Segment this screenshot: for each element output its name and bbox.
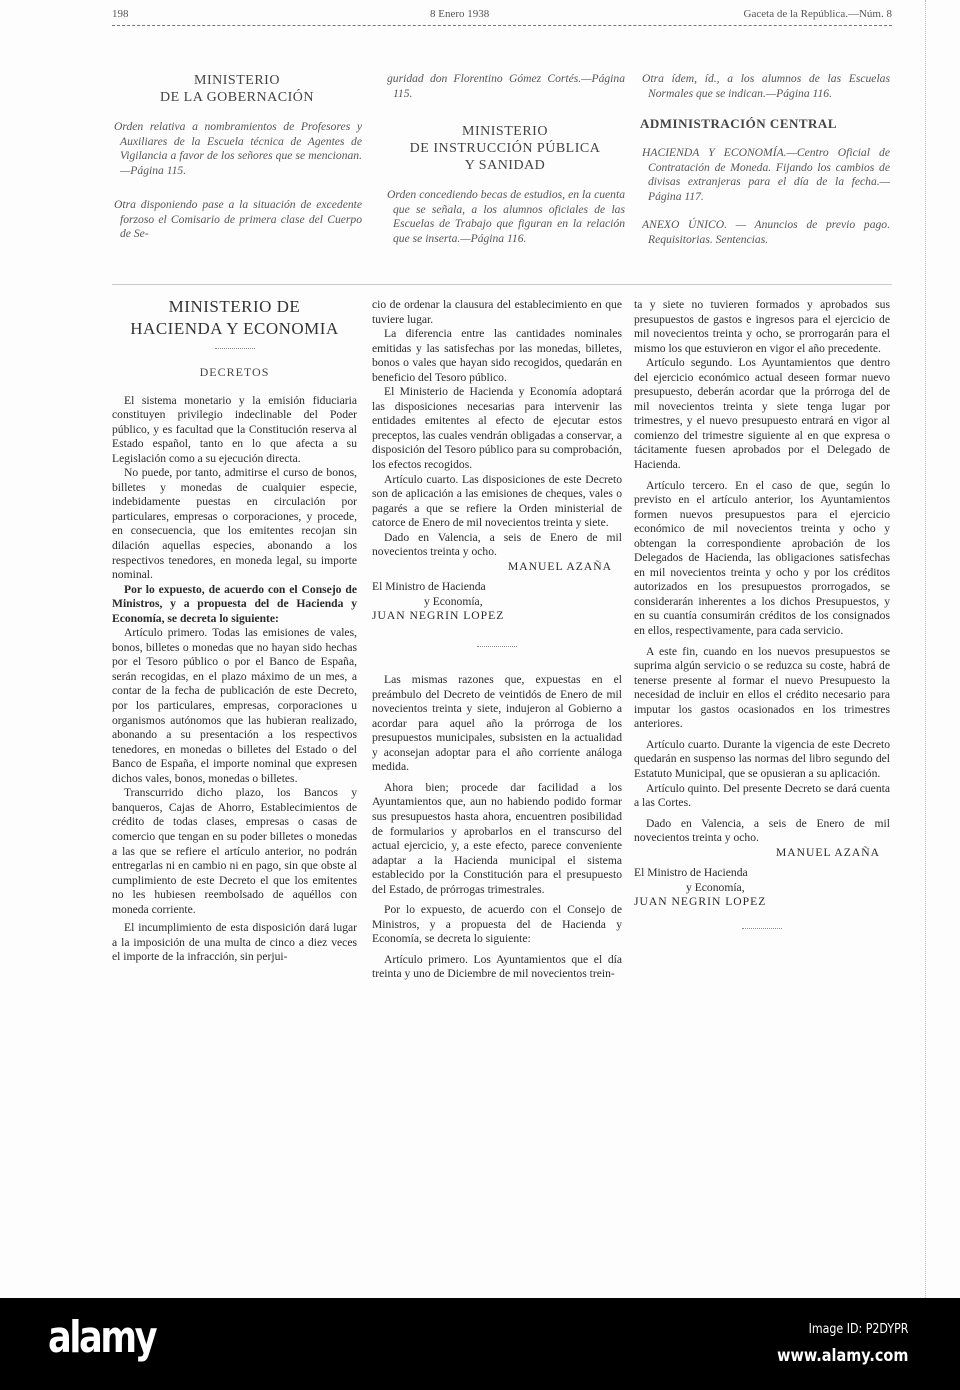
watermark-url: www.alamy.com	[776, 1346, 908, 1366]
heading-line: Y SANIDAD	[464, 158, 546, 174]
paragraph: cio de ordenar la clausura del establecimiento en que tuviere lugar.	[372, 298, 622, 326]
signature-title: El Ministro de Hacienda	[634, 866, 748, 880]
publication-name: Gaceta de la República.—Núm. 8	[743, 8, 892, 20]
paragraph: Artículo segundo. Los Ayuntamientos que dentro del ejercicio económico actual deseen formar nuevo presupuesto, deberán acordar que la prórroga del de mil novecientos treinta y siete tenga lugar por trimestres, y el nuevo presupuesto entrará en vigor al comienzo del trimestre siguiente al en que expresa o tácitamente fuesen aprobados por el Delegado de Hacienda.	[634, 356, 890, 472]
watermark-band	[0, 1298, 960, 1390]
summary-item: Orden concediendo becas de estudios, en la cuenta que se señala, a los alumnos oficiales de las Escuelas de Trabajo que figuran en la relación que se inserta.—Página 116.	[387, 188, 625, 245]
paragraph: Artículo primero. Los Ayuntamientos que el día treinta y uno de Diciembre de mil novecientos trein-	[372, 952, 622, 981]
summary-item: HACIENDA Y ECONOMÍA.—Centro Oficial de Contratación de Moneda. Fijando los cambios de divisas extranjeras para el día de la fecha.—Página 117.	[642, 146, 890, 203]
summary-column-1	[112, 72, 362, 252]
paragraph: Dado en Valencia, a seis de Enero de mil novecientos treinta y ocho.	[634, 816, 890, 845]
paragraph: Artículo quinto. Del presente Decreto se dará cuenta a las Cortes.	[634, 781, 890, 810]
paragraph: Dado en Valencia, a seis de Enero de mil novecientos treinta y ocho.	[372, 530, 622, 559]
signature-title: y Economía,	[686, 880, 745, 894]
heading-line: HACIENDA Y ECONOMIA	[130, 319, 339, 338]
heading-line: MINISTERIO	[194, 73, 280, 88]
signature-title: y Economía,	[424, 594, 483, 608]
paragraph: El Ministerio de Hacienda y Economía adoptará las disposiciones necesarias para intervenir las entidades emitentes al efecto de ejecutar estos preceptos, las cuales vendrán obligadas a conservar, a disposición del Tesoro público para su comprobación, los efectos recogidos.	[372, 385, 622, 472]
paragraph: El incumplimiento de esta disposición dará lugar a la imposición de una multa de cinco a diez veces el importe de la infracción, sin perjui-	[112, 921, 357, 964]
summary-heading-instruccion	[385, 123, 625, 174]
paragraph: La diferencia entre las cantidades nominales emitidas y las satisfechas por las monedas, billetes, bonos o vales que hayan sido recogidos, quedarán en beneficio del Tesoro público.	[372, 327, 622, 384]
heading-line: DE INSTRUCCIÓN PÚBLICA	[409, 141, 601, 157]
summary-continuation: guridad don Florentino Gómez Cortés.—Página 115.	[387, 72, 625, 100]
signature-president: MANUEL AZAÑA	[508, 559, 612, 573]
ministry-heading	[112, 296, 357, 340]
paragraph: Artículo cuarto. Las disposiciones de este Decreto son de aplicación a las emisiones de cheques, vales o pagarés a que se refiere la Orden ministerial de catorce de Enero de mil novecientos treinta y siete.	[372, 472, 622, 530]
ornament-rule	[742, 928, 782, 929]
paragraph: El sistema monetario y la emisión fiduciaria constituyen privilegio indeclinable del Poder público, y es facultad que la Constitución reserva al Estado español, tanto en lo que afecta a su Legislación como a su ejecución directa.	[112, 393, 357, 465]
summary-column-2	[385, 72, 625, 256]
image-id: Image ID: P2DYPR	[808, 1322, 908, 1337]
alamy-logo: alamy	[48, 1312, 156, 1363]
signature-title: El Ministro de Hacienda	[372, 580, 486, 594]
summary-item: Otra disponiendo pase a la situación de excedente forzoso el Comisario de primera clase del Cuerpo de Se-	[114, 198, 362, 241]
ornament-rule	[477, 646, 517, 647]
summary-continuation: Otra ídem, íd., a los alumnos de las Escuelas Normales que se indican.—Página 116.	[642, 72, 890, 100]
paragraph: Por lo expuesto, de acuerdo con el Consejo de Ministros, y a propuesta del de Hacienda y Economía, se decreta lo siguiente:	[372, 903, 622, 946]
main-column-2	[372, 298, 622, 982]
section-heading-decretos: DECRETOS	[199, 365, 270, 379]
summary-item: Orden relativa a nombramientos de Profesores y Auxiliares de la Escuela técnica de Agentes de Vigilancia a favor de los señores que se mencionan.—Página 115.	[114, 120, 362, 177]
paragraph: Las mismas razones que, expuestas en el preámbulo del Decreto de veintidós de Enero de mil novecientos treinta y siete, indujeron al Gobierno a acordar para aquel año la prórroga de los presupuestos municipales, subsisten en la actualidad y aconsejan adoptar para el año corriente análoga medida.	[372, 673, 622, 774]
main-column-1	[112, 296, 357, 965]
summary-heading-administracion: ADMINISTRACIÓN CENTRAL	[640, 116, 837, 132]
signature-minister: JUAN NEGRIN LOPEZ	[634, 895, 767, 909]
heading-line: MINISTERIO DE	[168, 297, 301, 316]
signature-president: MANUEL AZAÑA	[776, 845, 880, 859]
heading-line: DE LA GOBERNACIÓN	[160, 90, 314, 105]
summary-heading-gobernacion	[112, 72, 362, 106]
running-header	[112, 8, 892, 24]
heading-line: MINISTERIO	[462, 124, 548, 140]
paragraph: Ahora bien; procede dar facilidad a los Ayuntamientos que, aun no habiendo podido formar sus presupuestos hasta ahora, encuentren posibilidad de formularios y aprobarlos en el transcurso del actual ejercicio, y, a este efecto, parece conveniente adaptar a la Hacienda municipal el sistema establecido por la Constitución para el presupuesto del Estado, de prórrogas trimestrales.	[372, 780, 622, 896]
paragraph: Artículo primero. Todas las emisiones de vales, bonos, billetes o monedas que no hayan sido hechas por el Tesoro público o por el Banco de España, serán recogidas, en el plazo máximo de un mes, a contar de la fecha de publicación de este Decreto, por los particulares, empresas, corporaciones u organismos autónomos que las hubieran realizado, abonando a su presentación a los respectivos tenedores, en monedas o billetes del Estado o del Banco de España, el importe nominal que expresen dichos vales, bonos, monedas o billetes.	[112, 626, 357, 785]
issue-date: 8 Enero 1938	[430, 8, 490, 20]
paragraph: Artículo cuarto. Durante la vigencia de este Decreto quedarán en suspenso las normas del libro segundo del Estatuto Municipal, que se opusieran a su aplicación.	[634, 737, 890, 780]
paragraph: ta y siete no tuvieren formados y aprobados sus presupuestos de gastos e ingresos para el ejercicio de mil novecientos treinta y ocho, se prorrogarán para el mismo los que estuvieron en vigor el año precedente.	[634, 298, 890, 355]
paragraph: Artículo tercero. En el caso de que, según lo previsto en el artículo anterior, los Ayuntamientos formen nuevos presupuestos para el ejercicio económico de mil novecientos treinta y ocho y obtengan la correspondiente aprobación de los Delegados de Hacienda, las obligaciones satisfechas en mil novecientos treinta y ocho y por los créditos autorizados en los presupuestos prorrogados, se considerarán inherentes a los dichos Presupuestos, y en su cuantía consumirán créditos de los consignados en ellos, respectivamente, para cada servicio.	[634, 478, 890, 638]
signature-minister: JUAN NEGRIN LOPEZ	[372, 609, 505, 623]
paragraph: Transcurrido dicho plazo, los Bancos y banqueros, Cajas de Ahorro, Establecimientos de crédito de todas clases, empresas o casas de comercio que tengan en su poder billetes o monedas a las que se refiere el artículo anterior, no podrán entregarlas ni en cambio ni en pago, sin que obste al cumplimiento de este Decreto el que los emitentes no les hubiesen reembolsado de aquéllos con moneda corriente.	[112, 786, 357, 916]
summary-column-3	[640, 72, 890, 257]
section-divider	[112, 284, 892, 285]
main-column-3	[634, 298, 890, 947]
page-edge	[925, 0, 932, 1298]
header-rule	[112, 25, 892, 26]
paragraph: A este fin, cuando en los nuevos presupuestos se suprima algún servicio o se reduzca su coste, habrá de tenerse presente al formar el nuevo Presupuesto la necesidad de incluir en ellos el crédito necesario para imputar los gastos ocasionados en los trimestres anteriores.	[634, 644, 890, 731]
ornament-rule	[215, 348, 255, 349]
summary-item: ANEXO ÚNICO. — Anuncios de previo pago. Requisitorias. Sentencias.	[642, 218, 890, 246]
paragraph: No puede, por tanto, admitirse el curso de bonos, billetes y monedas de cualquier especie, indebidamente puestas en circulación por particulares, empresas o corporaciones, y procede, en consecuencia, que los emitentes recojan sin dilación aquellas especies, abonando a los respectivos tenedores, en moneda legal, su importe nominal.	[112, 466, 357, 582]
paragraph: Por lo expuesto, de acuerdo con el Consejo de Ministros, y a propuesta del de Hacienda y Economía, se decreta lo siguiente:	[112, 582, 357, 625]
page-number: 198	[112, 8, 129, 20]
